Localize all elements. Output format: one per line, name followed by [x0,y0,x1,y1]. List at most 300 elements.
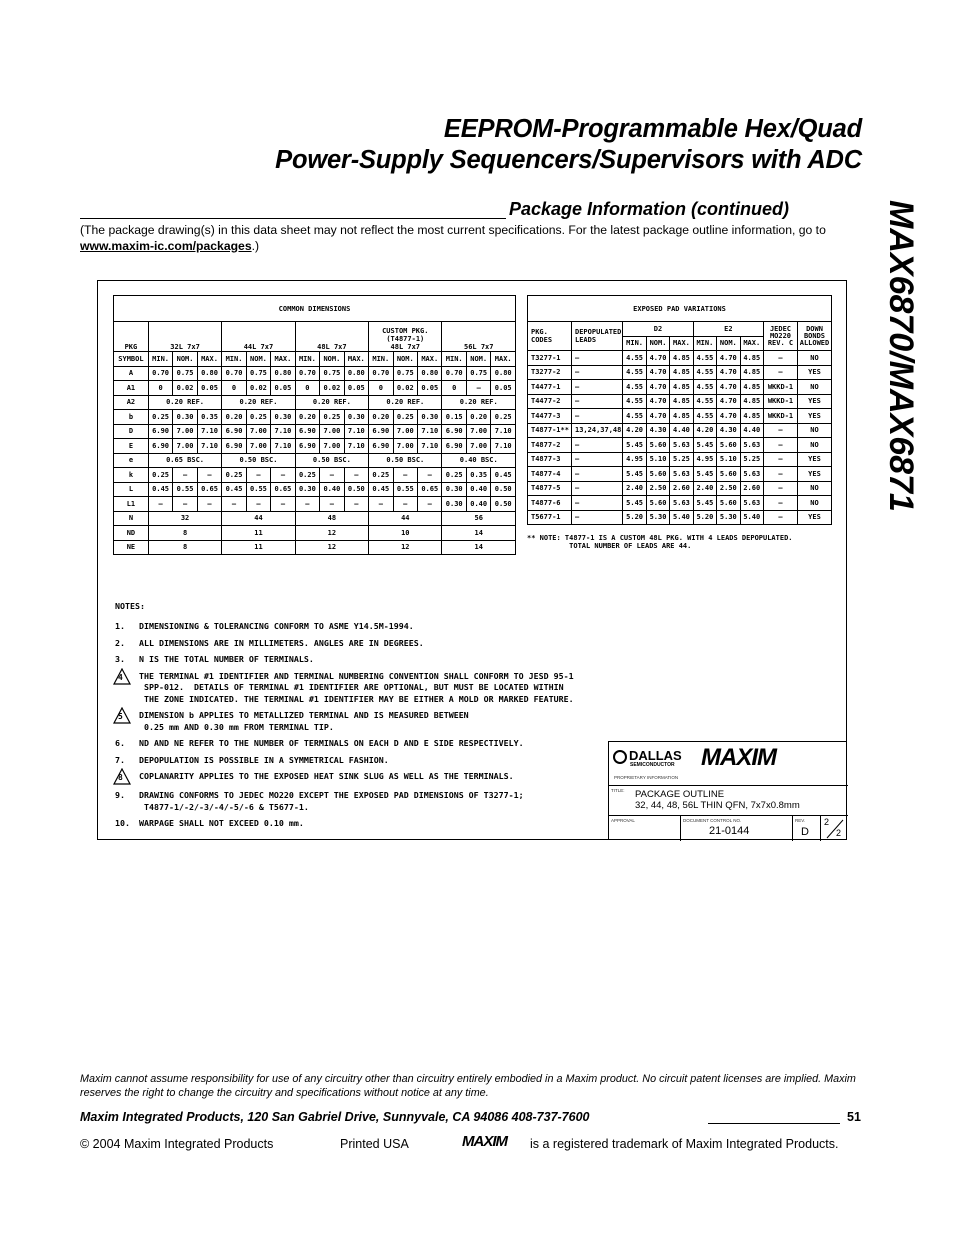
table-row [528,351,832,366]
exposed-pad-title: EXPOSED PAD VARIATIONS [528,296,832,322]
value-cell: – [197,468,221,483]
note-item [115,654,655,666]
value-cell: NO [798,423,832,438]
ref-cell: 0.20 REF. [148,395,221,410]
value-cell: 5.45 [623,438,646,453]
rev-value: D [801,826,809,838]
value-cell: 5.60 [646,438,669,453]
maxim-logo: MAXIM [701,744,776,771]
value-cell: 0.55 [246,482,270,497]
value-cell: 0.50 [344,482,368,497]
table-row [114,511,516,526]
value-cell: 4.30 [646,423,669,438]
value-cell: 0.30 [173,410,197,425]
custom-pkg-label: CUSTOM PKG. [382,327,429,335]
value-cell: 0.45 [491,468,516,483]
title-block [608,741,847,840]
value-cell: 4.55 [693,380,716,395]
symbol-cell: b [114,410,149,425]
value-cell: 5.40 [740,510,763,525]
value-cell: – [344,468,368,483]
ref-cell: 12 [295,540,368,555]
pkg-code-cell: T4477-2 [528,394,572,409]
value-cell: 4.55 [693,351,716,366]
ref-cell: 12 [369,540,442,555]
value-cell: – [344,497,368,512]
doc-number: 21-0144 [709,825,750,837]
value-cell: 5.20 [623,510,646,525]
package-header [148,322,221,352]
ref-cell: 56 [442,511,516,526]
value-cell: 5.60 [646,496,669,511]
value-cell: 7.10 [271,424,295,439]
value-cell: 0.25 [491,410,516,425]
ref-cell: 0.40 BSC. [442,453,516,468]
value-cell: – [418,497,442,512]
value-cell: 4.55 [693,409,716,424]
footer-address: Maxim Integrated Products, 120 San Gabriel Drive, Sunnyvale, CA 94086 408-737-7600 [80,1110,590,1124]
ref-cell: 0.50 BSC. [295,453,368,468]
value-cell: 7.00 [173,439,197,454]
ref-cell: 44 [222,511,295,526]
value-cell: 4.40 [670,423,693,438]
e2-header: E2 [693,322,763,337]
value-cell: – [572,496,623,511]
note-flag-icon [115,771,139,785]
pkg-code-cell: T3277-1 [528,351,572,366]
value-cell: 0 [295,381,319,396]
column-header: MAX. [491,352,516,367]
column-header: NOM. [246,352,270,367]
column-header: MIN. [442,352,466,367]
section-rule [80,218,506,219]
value-cell: 5.63 [740,496,763,511]
value-cell: 7.10 [197,424,221,439]
value-cell: 7.10 [197,439,221,454]
column-header: MIN. [148,352,172,367]
value-cell: – [271,497,295,512]
value-cell: 7.10 [344,424,368,439]
column-header: MAX. [418,352,442,367]
ref-cell: 8 [148,526,221,541]
value-cell: 0.45 [222,482,246,497]
value-cell: 4.40 [740,423,763,438]
value-cell: 0.75 [173,366,197,381]
column-header: MAX. [670,336,693,351]
value-cell: 6.90 [295,439,319,454]
value-cell: 0.75 [246,366,270,381]
sheet-den: 2 [836,828,842,838]
ref-cell: 8 [148,540,221,555]
value-cell: 2.50 [717,481,740,496]
table-row [114,352,516,367]
note-item [115,638,655,650]
value-cell: 4.55 [623,380,646,395]
table-row [528,380,832,395]
column-header: MIN. [222,352,246,367]
value-cell: 6.90 [148,439,172,454]
value-cell: – [764,510,798,525]
value-cell: WKKD-1 [764,394,798,409]
value-cell: 5.30 [717,510,740,525]
value-cell: – [572,351,623,366]
value-cell: 0.35 [466,468,490,483]
value-cell: 0.55 [173,482,197,497]
symbol-cell: A1 [114,381,149,396]
semiconductor-text: SEMICONDUCTOR [630,762,675,768]
pkg-code-cell: T4877-2 [528,438,572,453]
table-row [528,296,832,322]
ref-cell: 14 [442,540,516,555]
common-dimensions-table [113,295,516,555]
value-cell: YES [798,365,832,380]
value-cell: YES [798,394,832,409]
ref-cell: 0.50 BSC. [222,453,295,468]
value-cell: 5.60 [717,467,740,482]
value-cell: 4.70 [717,409,740,424]
value-cell: 6.90 [222,424,246,439]
side-title: MAX6870/MAX6871 [882,200,920,512]
page-number: 51 [847,1110,861,1124]
value-cell: 0.30 [442,482,466,497]
value-cell: 0.40 [320,482,344,497]
value-cell: 6.90 [369,424,393,439]
note-text: THE TERMINAL #1 IDENTIFIER AND TERMINAL NUMBERING CONVENTION SHALL CONFORM TO JESD 95-1 SPP-012. DETAILS OF TERMINAL #1 IDENTIFIER ARE OPTIONAL, BUT MUST BE LOCATED WITHIN THE ZONE INDICATED. THE TERMINAL #1 IDENTIFIER MAY BE EITHER A MOLD OR MARKED FEATURE. [139,670,574,704]
ref-cell: 14 [442,526,516,541]
value-cell: – [393,497,417,512]
note-item [115,671,655,706]
value-cell: 7.00 [466,439,490,454]
note-number: 6. [115,738,125,748]
value-cell: 4.70 [646,394,669,409]
package-name: 32L 7x7 [170,343,200,351]
value-cell: 0.35 [197,410,221,425]
value-cell: 0.20 [369,410,393,425]
ref-cell: 0.20 REF. [295,395,368,410]
pkg-code-cell: T4877-1** [528,423,572,438]
ref-cell: 48 [295,511,368,526]
value-cell: 0.80 [491,366,516,381]
symbol-cell: L [114,482,149,497]
value-cell: 5.45 [693,496,716,511]
column-header: NOM. [717,336,740,351]
value-cell: 0.80 [197,366,221,381]
value-cell: 2.40 [693,481,716,496]
value-cell: 0.50 [491,497,516,512]
value-cell: 4.70 [717,394,740,409]
pkg-code-cell: T3277-2 [528,365,572,380]
notes-section [115,601,655,835]
note-item [115,621,655,633]
table-row [528,481,832,496]
note-number: 9. [115,790,125,800]
value-cell: 0.05 [344,381,368,396]
value-cell: 0 [369,381,393,396]
note-item [115,771,655,785]
value-cell: 0.75 [320,366,344,381]
value-cell: 0.80 [271,366,295,381]
value-cell: 0.30 [344,410,368,425]
outline-line-2: 32, 44, 48, 56L THIN QFN, 7x7x0.8mm [635,800,800,811]
value-cell: 7.00 [320,439,344,454]
value-cell: 0.45 [369,482,393,497]
depopulated-header: DEPOPULATED LEADS [572,322,623,351]
table-row [114,322,516,352]
value-cell: – [320,468,344,483]
value-cell: – [764,481,798,496]
value-cell: 7.00 [246,439,270,454]
package-header [222,322,295,352]
note-text: COPLANARITY APPLIES TO THE EXPOSED HEAT SINK SLUG AS WELL AS THE TERMINALS. [139,771,514,781]
value-cell: YES [798,452,832,467]
table-row [114,453,516,468]
approval-cell [609,816,681,841]
ref-cell: 0.20 REF. [222,395,295,410]
value-cell: 7.10 [271,439,295,454]
value-cell: 2.60 [740,481,763,496]
dallas-logo-icon [613,750,627,764]
footer-rule [708,1123,840,1124]
value-cell: 7.10 [491,424,516,439]
value-cell: 0.30 [442,497,466,512]
value-cell: NO [798,481,832,496]
symbol-label: SYMBOL [114,352,149,367]
table-row [528,496,832,511]
value-cell: 0 [222,381,246,396]
value-cell: – [572,409,623,424]
note-text: WARPAGE SHALL NOT EXCEED 0.10 mm. [139,818,304,828]
value-cell: 0.02 [393,381,417,396]
value-cell: 4.95 [693,452,716,467]
table-row [114,439,516,454]
value-cell: 4.55 [623,365,646,380]
value-cell: 6.90 [442,439,466,454]
value-cell: 0.25 [320,410,344,425]
value-cell: 0.25 [369,468,393,483]
ref-cell: 0.65 BSC. [148,453,221,468]
value-cell: NO [798,380,832,395]
dallas-name: DALLAS [629,748,682,763]
column-header: MAX. [197,352,221,367]
value-cell: 0.20 [295,410,319,425]
value-cell: 0.20 [222,410,246,425]
value-cell: 5.60 [646,467,669,482]
value-cell: 0.30 [418,410,442,425]
value-cell: 13,24,37,48 [572,423,623,438]
note-number: 8 [118,773,123,782]
value-cell: – [572,510,623,525]
table-row [114,410,516,425]
value-cell: 4.85 [740,409,763,424]
value-cell: 0.25 [148,410,172,425]
column-header: MIN. [693,336,716,351]
trademark-text: is a registered trademark of Maxim Integrated Products. [530,1137,839,1151]
table-row [114,526,516,541]
value-cell: 4.70 [717,351,740,366]
custom-pkg-sub: (T4877-1) [386,335,425,343]
ref-cell: 44 [369,511,442,526]
value-cell: – [173,468,197,483]
packages-link[interactable]: www.maxim-ic.com/packages [80,238,252,253]
symbol-cell: NE [114,540,149,555]
column-header: MIN. [623,336,646,351]
value-cell: 5.40 [670,510,693,525]
value-cell: 6.90 [442,424,466,439]
pkg-code-cell: T4477-1 [528,380,572,395]
value-cell: 7.00 [393,439,417,454]
value-cell: 2.50 [646,481,669,496]
value-cell: 4.85 [740,365,763,380]
value-cell: 4.85 [670,351,693,366]
footer-disclaimer: Maxim cannot assume responsibility for use of any circuitry other than circuitry entirely embodied in a Maxim product. No circuit patent licenses are implied. Maxim reserves the right to change the circuitry and specifications without notice at any time. [80,1073,856,1099]
value-cell: – [572,380,623,395]
rev-label: REV. [795,818,806,823]
ref-cell: 32 [148,511,221,526]
value-cell: 0.20 [466,410,490,425]
value-cell: 0.65 [197,482,221,497]
doc-control-cell [681,816,793,841]
table-row [114,395,516,410]
value-cell: 0.70 [442,366,466,381]
column-header: MAX. [344,352,368,367]
value-cell: YES [798,409,832,424]
note-item [115,818,655,830]
value-cell: 7.00 [466,424,490,439]
logo-area [609,742,848,786]
value-cell: 0.70 [295,366,319,381]
note-item [115,755,655,767]
proprietary-label: PROPRIETARY INFORMATION [614,775,679,780]
down-bonds-header: DOWN BONDS ALLOWED [798,322,832,351]
symbol-cell: k [114,468,149,483]
value-cell: 4.20 [623,423,646,438]
value-cell: 5.10 [717,452,740,467]
note-number: 7. [115,754,125,765]
value-cell: 5.25 [670,452,693,467]
value-cell: 4.55 [623,409,646,424]
value-cell: 2.40 [623,481,646,496]
common-dimensions-title: COMMON DIMENSIONS [114,296,516,322]
value-cell: 5.45 [693,467,716,482]
ref-cell: 11 [222,526,295,541]
value-cell: 0.05 [271,381,295,396]
value-cell: – [222,497,246,512]
note-text: DIMENSION b APPLIES TO METALLIZED TERMINAL AND IS MEASURED BETWEEN 0.25 mm AND 0.30 mm FROM TERMINAL TIP. [139,710,469,732]
value-cell: – [572,481,623,496]
value-cell: 4.20 [693,423,716,438]
value-cell: 5.60 [717,438,740,453]
value-cell: 0.05 [418,381,442,396]
value-cell: – [295,497,319,512]
pkg-code-cell: T5677-1 [528,510,572,525]
ref-cell: 0.50 BSC. [369,453,442,468]
footer-maxim-logo: MAXIM [462,1133,507,1150]
value-cell: 7.10 [418,424,442,439]
value-cell: 5.25 [740,452,763,467]
exposed-pad-table [527,295,832,525]
symbol-cell: A [114,366,149,381]
table-row [114,381,516,396]
package-name: 56L 7x7 [463,343,494,351]
printed-usa: Printed USA [340,1137,409,1151]
value-cell: WKKD-1 [764,380,798,395]
value-cell: 0.02 [320,381,344,396]
value-cell: 5.63 [740,467,763,482]
value-cell: 0.30 [295,482,319,497]
value-cell: 7.10 [418,439,442,454]
value-cell: – [572,467,623,482]
symbol-cell: A2 [114,395,149,410]
note-flag-icon [115,671,139,685]
title-line-2: Power-Supply Sequencers/Supervisors with ADC [275,146,862,174]
value-cell: NO [798,351,832,366]
value-cell: 0.05 [491,381,516,396]
table-row [528,452,832,467]
value-cell: 0.25 [148,468,172,483]
value-cell: 4.55 [623,351,646,366]
note-number: 5 [118,712,123,721]
value-cell: NO [798,438,832,453]
value-cell: 0.70 [369,366,393,381]
column-header: NOM. [393,352,417,367]
value-cell: 7.00 [246,424,270,439]
ref-cell: 10 [369,526,442,541]
pkg-code-cell: T4877-4 [528,467,572,482]
note-item [115,738,655,750]
note-text: ALL DIMENSIONS ARE IN MILLIMETERS. ANGLES ARE IN DEGREES. [139,637,424,648]
section-title: Package Information (continued) [509,199,790,219]
value-cell: 4.70 [646,365,669,380]
copyright: © 2004 Maxim Integrated Products [80,1137,274,1151]
value-cell: – [271,468,295,483]
title-label: TITLE: [611,788,625,793]
value-cell: 7.10 [491,439,516,454]
value-cell: 4.85 [670,409,693,424]
value-cell: – [764,423,798,438]
value-cell: – [572,438,623,453]
value-cell: 6.90 [295,424,319,439]
pkg-label: PKG [114,322,149,352]
value-cell: 5.45 [693,438,716,453]
value-cell: 0.02 [173,381,197,396]
table-row [114,366,516,381]
value-cell: 0.50 [491,482,516,497]
value-cell: – [572,365,623,380]
value-cell: 4.70 [717,380,740,395]
package-disclaimer [80,223,862,254]
value-cell: 0.05 [197,381,221,396]
value-cell: 0.70 [148,366,172,381]
table-row [114,424,516,439]
value-cell: 0.25 [222,468,246,483]
value-cell: – [764,496,798,511]
value-cell: 0.25 [393,410,417,425]
side-part-number [884,200,924,530]
value-cell: 6.90 [148,424,172,439]
ref-cell: 12 [295,526,368,541]
title-line-1: EEPROM-Programmable Hex/Quad [443,115,862,143]
note-text: DIMENSIONING & TOLERANCING CONFORM TO ASME Y14.5M-1994. [139,621,414,631]
value-cell: 0.25 [246,410,270,425]
note-number: 2. [115,637,125,648]
column-header: NOM. [320,352,344,367]
column-header: MAX. [740,336,763,351]
value-cell: 6.90 [369,439,393,454]
note-number: 4 [118,672,123,682]
value-cell: NO [798,496,832,511]
table-row [528,394,832,409]
disclaimer-end: .) [251,238,260,253]
